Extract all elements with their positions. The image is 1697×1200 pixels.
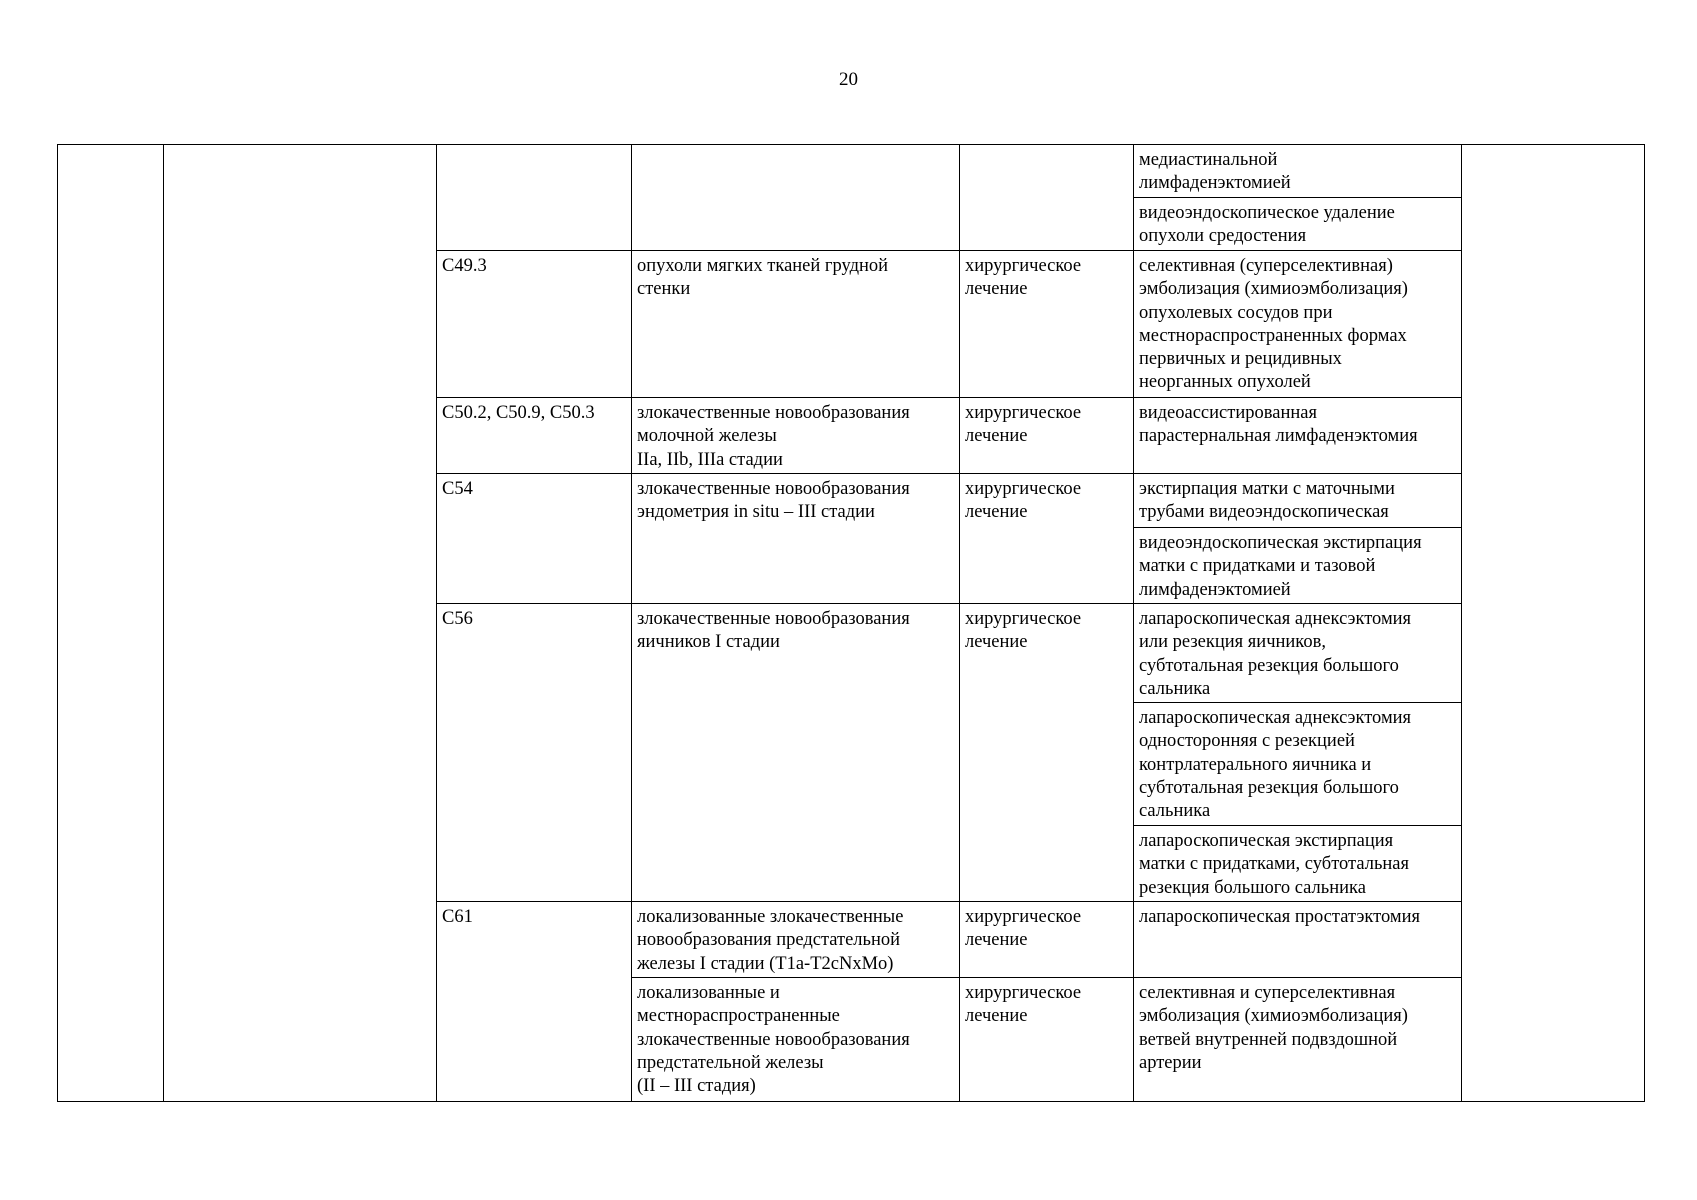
page-number: 20 bbox=[839, 69, 858, 90]
method-cell bbox=[1134, 703, 1462, 826]
diagnosis-line: злокачественные новообразования bbox=[637, 403, 910, 423]
diagnosis-line: яичников I стадии bbox=[637, 632, 780, 653]
diagnosis-line: железы I стадии (T1a-T2cNxMo) bbox=[637, 953, 894, 974]
treatment-cell bbox=[960, 398, 1134, 474]
diagnosis-cell bbox=[632, 978, 960, 1102]
treatment-line: лечение bbox=[965, 930, 1028, 951]
col-name-cell bbox=[164, 145, 437, 1102]
method-line: сальника bbox=[1139, 801, 1211, 822]
treatment-line: лечение bbox=[965, 1006, 1028, 1027]
treatment-line: хирургическое bbox=[965, 983, 1082, 1004]
method-line: неорганных опухолей bbox=[1139, 372, 1311, 393]
treatment-cell bbox=[960, 251, 1134, 398]
diagnosis-line: местнораспространенные bbox=[637, 1006, 840, 1027]
icd-code: C61 bbox=[442, 907, 473, 928]
method-line: трубами видеоэндоскопическая bbox=[1139, 502, 1389, 523]
diagnosis-cell bbox=[632, 145, 960, 251]
diagnosis-line: локализованные и bbox=[637, 983, 780, 1004]
treatment-line: хирургическое bbox=[965, 907, 1082, 928]
method-cell bbox=[1134, 474, 1462, 528]
treatment-cell bbox=[960, 978, 1134, 1102]
treatment-cell bbox=[960, 902, 1134, 978]
method-line: лапароскопическая аднексэктомия bbox=[1139, 708, 1412, 729]
diagnosis-line: новообразования предстательной bbox=[637, 930, 901, 951]
diagnosis-line: локализованные злокачественные bbox=[637, 907, 904, 928]
col-number-cell bbox=[58, 145, 164, 1102]
method-line: ветвей внутренней подвздошной bbox=[1139, 1029, 1398, 1050]
method-line: лапароскопическая экстирпация bbox=[1139, 831, 1394, 852]
treatment-cell bbox=[960, 145, 1134, 251]
method-line: сальника bbox=[1139, 678, 1211, 699]
method-cell bbox=[1134, 145, 1462, 198]
method-line: матки с придатками, субтотальная bbox=[1139, 854, 1410, 875]
code-cell bbox=[437, 902, 632, 1102]
method-line: селективная (суперселективная) bbox=[1139, 256, 1393, 276]
diagnosis-line: предстательной железы bbox=[637, 1053, 824, 1074]
diagnosis-cell bbox=[632, 474, 960, 604]
diagnosis-line: злокачественные новообразования bbox=[637, 1029, 910, 1050]
code-cell bbox=[437, 474, 632, 604]
col-last-cell bbox=[1462, 145, 1645, 1102]
treatment-cell bbox=[960, 604, 1134, 902]
icd-code: C50.2, C50.9, C50.3 bbox=[442, 403, 595, 423]
method-line: субтотальная резекция большого bbox=[1139, 778, 1399, 799]
method-cell bbox=[1134, 978, 1462, 1102]
method-line: субтотальная резекция большого bbox=[1139, 655, 1399, 676]
treatment-line: лечение bbox=[965, 502, 1028, 523]
method-cell bbox=[1134, 826, 1462, 902]
method-cell bbox=[1134, 198, 1462, 251]
treatment-line: лечение bbox=[965, 426, 1028, 447]
code-cell bbox=[437, 145, 632, 251]
treatment-line: хирургическое bbox=[965, 403, 1082, 423]
diagnosis-line: злокачественные новообразования bbox=[637, 609, 910, 629]
method-line: экстирпация матки с маточными bbox=[1139, 479, 1395, 499]
method-line: контрлатерального яичника и bbox=[1139, 754, 1372, 775]
method-line: видеоэндоскопическое удаление bbox=[1139, 203, 1395, 223]
method-line: лимфаденэктомией bbox=[1139, 173, 1291, 194]
treatment-line: лечение bbox=[965, 279, 1028, 300]
method-line: эмболизация (химиоэмболизация) bbox=[1139, 279, 1408, 300]
treatment-cell bbox=[960, 474, 1134, 604]
method-line: видеоассистированная bbox=[1139, 403, 1317, 423]
method-line: первичных и рецидивных bbox=[1139, 349, 1342, 370]
method-line: лапароскопическая аднексэктомия bbox=[1139, 609, 1412, 629]
diagnosis-line: эндометрия in situ – III стадии bbox=[637, 502, 875, 523]
method-cell bbox=[1134, 251, 1462, 398]
method-line: односторонняя с резекцией bbox=[1139, 731, 1355, 752]
icd-code: C56 bbox=[442, 609, 473, 629]
treatment-line: хирургическое bbox=[965, 256, 1082, 276]
method-line: матки с придатками и тазовой bbox=[1139, 556, 1376, 577]
table-row bbox=[58, 145, 1645, 198]
diagnosis-cell bbox=[632, 604, 960, 902]
code-cell bbox=[437, 251, 632, 398]
method-line: местнораспространенных формах bbox=[1139, 325, 1407, 346]
diagnosis-line: (II – III стадия) bbox=[637, 1076, 756, 1097]
diagnosis-cell bbox=[632, 398, 960, 474]
diagnosis-line: IIa, IIb, IIIa стадии bbox=[637, 449, 783, 470]
treatment-line: хирургическое bbox=[965, 609, 1082, 629]
diagnosis-line: опухоли мягких тканей грудной bbox=[637, 256, 889, 276]
method-line: парастернальная лимфаденэктомия bbox=[1139, 426, 1418, 447]
icd-code: C49.3 bbox=[442, 256, 487, 276]
method-cell bbox=[1134, 528, 1462, 604]
method-cell bbox=[1134, 604, 1462, 703]
method-line: лапароскопическая простатэктомия bbox=[1139, 907, 1421, 928]
method-line: медиастинальной bbox=[1139, 150, 1278, 170]
treatment-line: лечение bbox=[965, 632, 1028, 653]
diagnosis-line: злокачественные новообразования bbox=[637, 479, 910, 499]
method-line: селективная и суперселективная bbox=[1139, 983, 1396, 1004]
code-cell bbox=[437, 398, 632, 474]
method-cell bbox=[1134, 398, 1462, 474]
method-line: резекция большого сальника bbox=[1139, 877, 1366, 898]
code-cell bbox=[437, 604, 632, 902]
services-table bbox=[57, 144, 1645, 1102]
diagnosis-cell bbox=[632, 251, 960, 398]
method-line: лимфаденэктомией bbox=[1139, 579, 1291, 600]
diagnosis-cell bbox=[632, 902, 960, 978]
method-line: опухолевых сосудов при bbox=[1139, 302, 1333, 323]
icd-code: C54 bbox=[442, 479, 473, 499]
method-line: опухоли средостения bbox=[1139, 226, 1307, 247]
method-line: видеоэндоскопическая экстирпация bbox=[1139, 533, 1422, 553]
method-line: или резекция яичников, bbox=[1139, 632, 1326, 653]
method-cell bbox=[1134, 902, 1462, 978]
method-line: артерии bbox=[1139, 1053, 1202, 1074]
treatment-line: хирургическое bbox=[965, 479, 1082, 499]
method-line: эмболизация (химиоэмболизация) bbox=[1139, 1006, 1408, 1027]
diagnosis-line: молочной железы bbox=[637, 426, 777, 447]
diagnosis-line: стенки bbox=[637, 279, 691, 300]
